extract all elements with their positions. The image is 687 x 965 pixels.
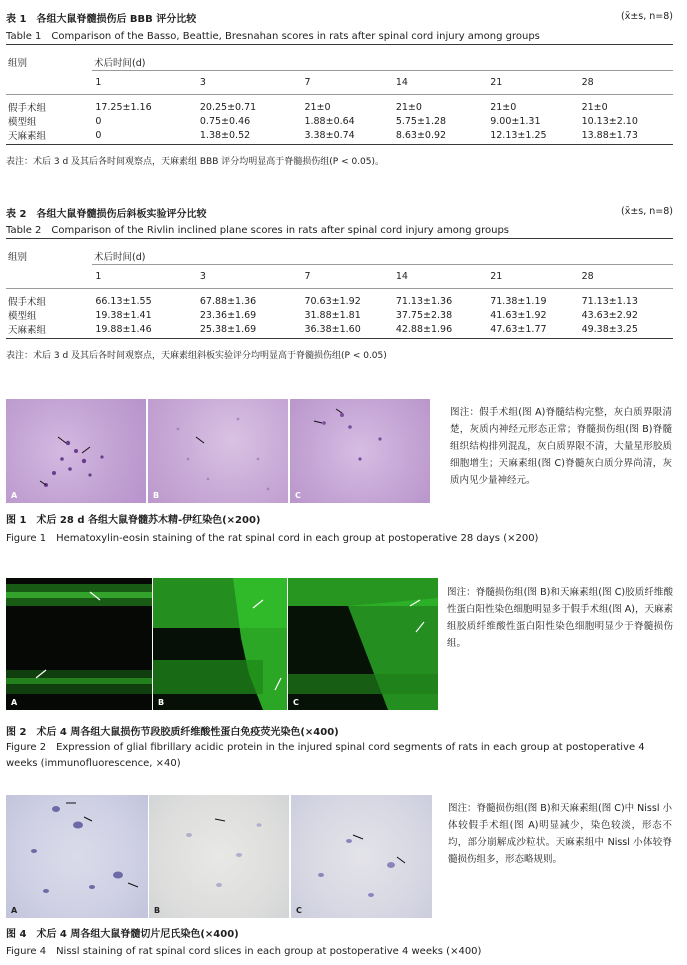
he-stain-image (290, 399, 430, 503)
table2-cell: 23.36±1.69 (199, 309, 257, 321)
table1-note: 表注：术后 3 d 及其后各时间观察点，天麻素组 BBB 评分均明显高于脊髓损伤组(P < 0.05)。 (6, 157, 385, 167)
panel-label: C (296, 906, 302, 915)
fluorescence-image (153, 578, 287, 710)
table2-cell: 71.38±1.19 (490, 295, 547, 307)
figure1-panel-b (148, 399, 288, 503)
table1-day: 7 (304, 77, 311, 88)
table1-time-header: 术后时间(d) (94, 58, 146, 69)
he-stain-image (148, 399, 288, 503)
table1-cell: 0 (95, 129, 102, 141)
fluorescence-image (6, 578, 152, 710)
table2-time-header: 术后时间(d) (94, 252, 146, 263)
he-stain-image (6, 399, 146, 503)
table1-cell: 20.25±0.71 (199, 101, 257, 113)
panel-label: B (154, 906, 161, 915)
panel-label: B (158, 698, 165, 707)
panel-label: C (293, 698, 299, 707)
table1-group-name: 假手术组 (8, 103, 47, 114)
figure2-panel-a (6, 578, 152, 710)
table2-cell: 67.88±1.36 (199, 295, 257, 307)
table2-mid-rule (6, 288, 673, 289)
table1-cell: 8.63±0.92 (395, 129, 447, 141)
table2-cell: 71.13±1.13 (581, 295, 638, 307)
panel-label: A (11, 906, 18, 915)
table2-top-rule (6, 238, 673, 239)
figure1-note: 图注：假手术组(图 A)脊髓结构完整，灰白质界限清楚，灰质内神经元形态正常；脊髓损伤组(图 B)脊髓组织结构排列混乱，灰白质界限不清，大量星形胶质细胞增生；天麻素组(图 C)脊髓灰白质分界尚清，灰质内见少量神经元。 (450, 407, 672, 486)
table1-title-cn: 表 1 各组大鼠脊髓损伤后 BBB 评分比较 (6, 14, 197, 25)
table2-cell: 37.75±2.38 (395, 309, 453, 321)
table2-body (6, 294, 673, 336)
table-row (6, 322, 673, 336)
table1-day: 21 (490, 77, 503, 88)
table-row (6, 128, 673, 142)
figure4-panel-c (291, 795, 432, 918)
figure1-caption-cn: 图 1 术后 28 d 各组大鼠脊髓苏木精-伊红染色(×200) (6, 515, 261, 526)
table2-title-en: Table 2 Comparison of the Rivlin inclined plane scores in rats after spinal cord injury among groups (6, 225, 510, 236)
table1-cell: 3.38±0.74 (304, 129, 355, 141)
table1-cell: 13.88±1.73 (581, 129, 638, 141)
table1-cell: 12.13±1.25 (490, 129, 547, 141)
table1-cell: 1.88±0.64 (304, 115, 355, 127)
figure4-panel-b (149, 795, 289, 918)
table-row (6, 100, 673, 114)
figure2-caption-en: Figure 2 Expression of glial fibrillary acidic protein in the injured spinal cord segments of rats in each group at postoperative 4 weeks (immunofluorescence, ×40) (6, 742, 645, 769)
table2-cell: 47.63±1.77 (490, 323, 547, 335)
table1-cell: 9.00±1.31 (490, 115, 541, 127)
fluorescence-image (288, 578, 438, 710)
table2-cell: 31.88±1.81 (304, 309, 361, 321)
nissl-stain-image (6, 795, 148, 918)
table2-title-cn: 表 2 各组大鼠脊髓损伤后斜板实验评分比较 (6, 209, 207, 220)
table2-day: 3 (199, 271, 206, 282)
panel-label: C (295, 491, 301, 500)
figure2-panel-b (153, 578, 287, 710)
table2-day: 21 (490, 271, 503, 282)
table2-days-row (6, 270, 673, 283)
figure4-note: 图注：脊髓损伤组(图 B)和天麻素组(图 C)中 Nissl 小体较假手术组(图 A)明显减少，染色较淡，形态不均，部分崩解成沙粒状。天麻素组中 Nissl 小体较脊髓损伤组多，形态略规则。 (448, 803, 672, 865)
nissl-stain-image (149, 795, 289, 918)
table-row (6, 294, 673, 308)
figure1-panel-c (290, 399, 430, 503)
table1-cell: 21±0 (490, 101, 517, 113)
table1-cell: 17.25±1.16 (95, 101, 152, 113)
table-row (6, 114, 673, 128)
panel-label: B (153, 491, 160, 500)
table2-cell: 42.88±1.96 (395, 323, 453, 335)
table2-group-name: 假手术组 (8, 297, 47, 308)
figure4-caption-en: Figure 4 Nissl staining of rat spinal cord slices in each group at postoperative 4 weeks (×400) (6, 946, 482, 957)
table2-day: 14 (395, 271, 408, 282)
table1-cell: 21±0 (304, 101, 331, 113)
table1-top-rule (6, 44, 673, 45)
figure1-panel-a (6, 399, 146, 503)
table1-sub-rule (92, 70, 673, 71)
table2-cell: 71.13±1.36 (395, 295, 453, 307)
table2-cell: 25.38±1.69 (199, 323, 257, 335)
panel-label: A (11, 491, 18, 500)
nissl-stain-image (291, 795, 432, 918)
table2-group-name: 模型组 (8, 311, 37, 322)
table2-bottom-rule (6, 338, 673, 339)
table1-group-name: 天麻素组 (8, 131, 47, 142)
table2-cell: 19.88±1.46 (95, 323, 152, 335)
table1-cell: 1.38±0.52 (199, 129, 251, 141)
table2-cell: 49.38±3.25 (581, 323, 638, 335)
table2-group-name: 天麻素组 (8, 325, 47, 336)
table1-mid-rule (6, 94, 673, 95)
table1-cell: 21±0 (395, 101, 422, 113)
table1-day: 3 (199, 77, 206, 88)
table2-sub-rule (92, 264, 673, 265)
table2-day: 7 (304, 271, 311, 282)
table2-group-header: 组别 (8, 252, 28, 263)
figure2-note: 图注：脊髓损伤组(图 B)和天麻素组(图 C)胶质纤维酸性蛋白阳性染色细胞明显多于假手术组(图 A)，天麻素组胶质纤维酸性蛋白阳性染色细胞明显少于脊髓损伤组。 (447, 587, 673, 649)
figure1-caption-en: Figure 1 Hematoxylin-eosin staining of the rat spinal cord in each group at postoperative 28 days (×200) (6, 533, 539, 544)
table2-cell: 70.63±1.92 (304, 295, 361, 307)
figure4-caption-cn: 图 4 术后 4 周各组大鼠脊髓切片尼氏染色(×400) (6, 929, 239, 940)
table1-day: 14 (395, 77, 408, 88)
table1-bottom-rule (6, 144, 673, 145)
table2-note: 表注：术后 3 d 及其后各时间观察点，天麻素组斜板实验评分均明显高于脊髓损伤组(P < 0.05) (6, 351, 387, 361)
table1-body (6, 100, 673, 142)
table1-day: 1 (95, 77, 102, 88)
table2-cell: 19.38±1.41 (95, 309, 152, 321)
table1-group-header: 组别 (8, 58, 28, 69)
figure4-panel-a (6, 795, 148, 918)
panel-label: A (11, 698, 18, 707)
table2-cell: 66.13±1.55 (95, 295, 152, 307)
table2-day: 28 (581, 271, 594, 282)
table1-day: 28 (581, 77, 594, 88)
table-row (6, 308, 673, 322)
table1-cell: 10.13±2.10 (581, 115, 638, 127)
table2-day: 1 (95, 271, 102, 282)
table2-cell: 36.38±1.60 (304, 323, 361, 335)
table1-days-row (6, 76, 673, 89)
table1-title-en: Table 1 Comparison of the Basso, Beattie, Bresnahan scores in rats after spinal cord injury among groups (6, 31, 540, 42)
table1-cell: 21±0 (581, 101, 608, 113)
figure2-caption-cn: 图 2 术后 4 周各组大鼠损伤节段胶质纤维酸性蛋白免疫荧光染色(×400) (6, 727, 339, 738)
table1-group-name: 模型组 (8, 117, 37, 128)
table1-cell: 5.75±1.28 (395, 115, 447, 127)
table1-cell: 0 (95, 115, 102, 127)
table1-stat: (x̄±s, n=8) (620, 11, 673, 22)
table2-cell: 43.63±2.92 (581, 309, 638, 321)
table2-stat: (x̄±s, n=8) (620, 206, 673, 217)
table1-cell: 0.75±0.46 (199, 115, 251, 127)
table2-cell: 41.63±1.92 (490, 309, 547, 321)
figure2-panel-c (288, 578, 438, 710)
